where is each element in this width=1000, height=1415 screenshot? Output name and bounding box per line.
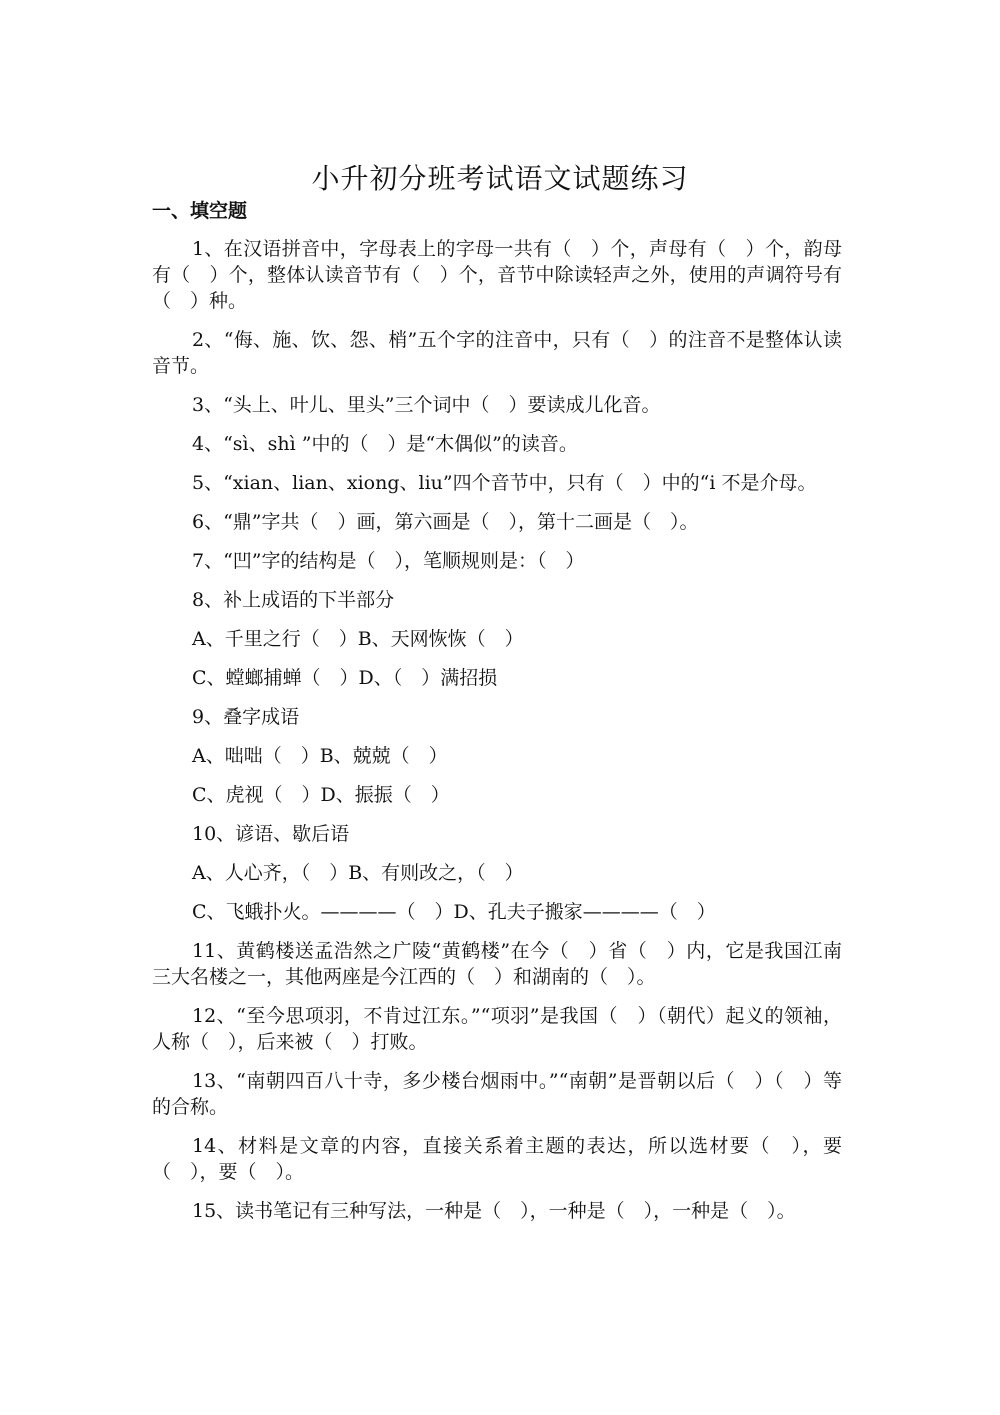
question-8: 8、补上成语的下半部分 (192, 589, 395, 611)
question-10-option-ab: A、人心齐，（ ）B、有则改之，（ ） (192, 862, 524, 884)
question-4: 4、“sì、shì ”中的（ ）是“木偶似”的读音。 (192, 433, 578, 455)
question-11: 11、黄鹤楼送孟浩然之广陵“黄鹤楼”在今（ ）省（ ）内，它是我国江南三大名楼之一，其他两座是今江西的（ ）和湖南的（ ）。 (152, 940, 842, 988)
question-13: 13、“南朝四百八十寺，多少楼台烟雨中。”“南朝”是晋朝以后（ ）（ ）等的合称。 (152, 1070, 842, 1118)
question-14: 14、材料是文章的内容，直接关系着主题的表达，所以选材要（ ），要（ ），要（ ）。 (152, 1135, 842, 1183)
question-9: 9、叠字成语 (192, 706, 300, 728)
question-12: 12、“至今思项羽，不肯过江东。”“项羽”是我国（ ）（朝代）起义的领袖，人称（ ），后来被（ ）打败。 (152, 1005, 842, 1053)
question-6: 6、“鼎”字共（ ）画，第六画是（ ），第十二画是（ ）。 (192, 511, 699, 533)
page-title: 小升初分班考试语文试题练习 (311, 161, 689, 195)
question-2: 2、“侮、施、饮、怨、梢”五个字的注音中，只有（ ）的注音不是整体认读音节。 (152, 329, 842, 377)
section-heading: 一、填空题 (152, 200, 248, 222)
question-1: 1、在汉语拼音中，字母表上的字母一共有（ ）个，声母有（ ）个，韵母有（ ）个，整体认读音节有（ ）个，音节中除读轻声之外，使用的声调符号有（ ）种。 (152, 238, 842, 312)
question-5: 5、“xian、lian、xiong、liu”四个音节中，只有（ ）中的“i 不是介母。 (192, 472, 817, 494)
question-10-option-cd: C、飞蛾扑火。————（ ）D、孔夫子搬家————（ ） (192, 901, 716, 923)
question-7: 7、“凹”字的结构是（ ），笔顺规则是：（ ） (192, 550, 585, 572)
question-list (152, 236, 842, 1237)
question-10: 10、谚语、歇后语 (192, 823, 350, 845)
question-8-option-cd: C、螳螂捕蝉（ ）D、（ ）满招损 (192, 667, 498, 689)
question-8-option-ab: A、千里之行（ ）B、天网恢恢（ ） (192, 628, 524, 650)
question-3: 3、“头上、叶儿、里头”三个词中（ ）要读成儿化音。 (192, 394, 661, 416)
question-9-option-cd: C、虎视（ ）D、振振（ ） (192, 784, 450, 806)
question-15: 15、读书笔记有三种写法，一种是（ ），一种是（ ），一种是（ ）。 (192, 1200, 796, 1222)
question-9-option-ab: A、咄咄（ ）B、兢兢（ ） (192, 745, 448, 767)
